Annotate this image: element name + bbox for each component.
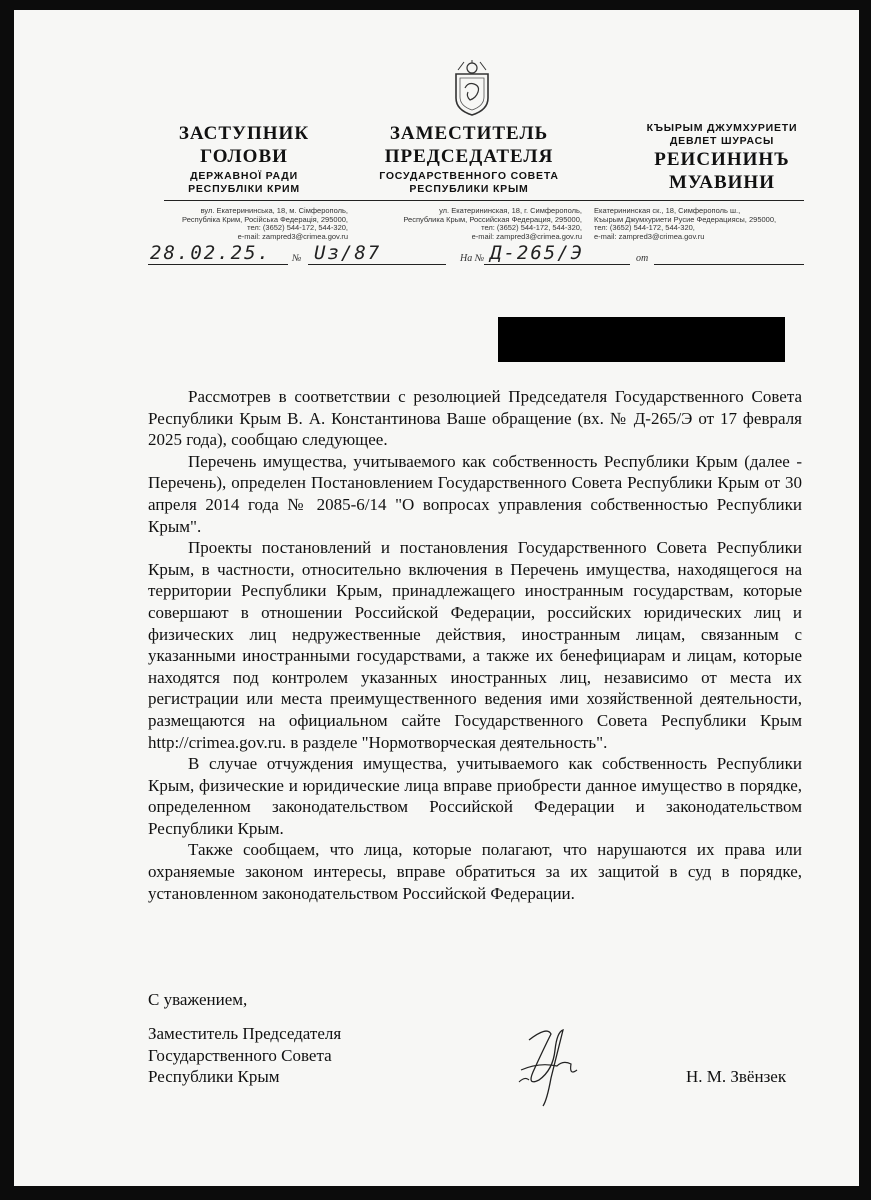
address-ru-line: ул. Екатерининская, 18, г. Симферополь, [439,206,582,215]
address-ua-line: тел: (3652) 544-172, 544-320, [247,223,348,233]
address-ct-line: e-mail: zampred3@crimea.gov.ru [594,231,705,241]
address-ru-line: e-mail: zampred3@crimea.gov.ru [471,231,582,241]
subheading-ru-line2: РЕСПУБЛИКИ КРЫМ [409,183,529,195]
subheading-ua-line1: ДЕРЖАВНОЇ РАДИ [190,170,298,182]
heading-ua-line2: ГОЛОВИ [200,146,288,167]
address-ua-line: e-mail: zampred3@crimea.gov.ru [237,231,348,241]
body-paragraph: В случае отчуждения имущества, учитываемого как собственность Республики Крым, физические и юридические лица вправе приобрести данное имущество в порядке, определенном законодательством Российской Федерации и законодательством Республики Крым. [148,754,802,838]
address-ct [594,207,794,241]
outgoing-date: 28.02.25. [150,242,271,264]
body-paragraph: Перечень имущества, учитываемого как собственность Республики Крым (далее - Перечень), определен Постановлением Государственного Совета Республики Крым от 30 апреля 2014 года № 2085-6/14 "О вопросах управления собственностью Республики Крым". [148,451,802,536]
letterhead-crimean-tatar [602,122,842,194]
redacted-addressee [498,317,785,362]
coat-of-arms-icon [450,58,494,116]
reference-underline [484,264,630,265]
address-ua-line: Республіка Крим, Російська Федерація, 295000, [182,214,348,224]
closing-greeting: С уважением, [148,990,248,1009]
subheading-ct-line2: ДЕВЛЕТ ШУРАСЫ [669,135,775,147]
handwritten-signature [499,1020,599,1110]
from-label: от [636,253,649,264]
heading-ua-line1: ЗАСТУПНИК [178,123,310,144]
address-ct-line: тел: (3652) 544-172, 544-320, [594,223,695,233]
subheading-ru-line1: ГОСУДАРСТВЕННОГО СОВЕТА [379,170,559,182]
signatory-position [148,1023,341,1088]
body-paragraph: Также сообщаем, что лица, которые полагают, что нарушаются их права или охраняемые законом интересы, вправе обратиться за их защитой в суд в порядке, установленном законодательством Российской Федерации. [148,840,802,903]
letterhead-russian [354,122,584,196]
address-ct-line: Къырым Джумхуриети Русие Федерациясы, 295000, [594,214,777,224]
reference-number: Д-265/Э [490,242,585,264]
body-paragraph: Рассмотрев в соответствии с резолюцией Председателя Государственного Совета Республики Крым В. А. Константинова Ваше обращение (вх. № Д-265/Э от 17 февраля 2025 года), сообщаю следующее. [148,387,802,450]
letterhead-divider [164,200,804,201]
address-ru [372,207,582,241]
position-line: Республики Крым [148,1067,280,1087]
letterhead-ukrainian [134,122,354,196]
outgoing-number: Uз/87 [314,242,382,264]
heading-ct-line2: МУАВИНИ [669,172,775,193]
subheading-ct-line1: КЪЫРЫМ ДЖУМХУРИЕТИ [646,122,798,134]
reference-label: На № [460,253,485,264]
heading-ct-line1: РЕИСИНИНЪ [654,149,790,170]
heading-ru-line2: ПРЕДСЕДАТЕЛЯ [384,146,554,167]
subheading-ua-line2: РЕСПУБЛІКИ КРИМ [188,183,300,195]
number-label: № [292,253,302,264]
heading-ru-line1: ЗАМЕСТИТЕЛЬ [389,123,549,144]
address-ru-line: Республика Крым, Российская Федерация, 295000, [403,214,582,224]
address-ua [148,207,348,241]
body-paragraph: Проекты постановлений и постановления Государственного Совета Республики Крым, в частности, относительно включения в Перечень имущества, находящегося на территории Республики Крым, принадлежащего иностранным государствам, которые совершают в отношении Российской Федерации, российских юридических лиц и физических лиц недружественные действия, иностранным лицам, связанным с указанными иностранными государствами, а также их бенефициарам и лицам, которые находятся под контролем указанных иностранных лиц, независимо от места их регистрации или места преимущественного ведения ими хозяйственной деятельности, размещаются на официальном сайте Государственного Совета Республики Крым http://crimea.gov.ru. в разделе "Нормотворческая деятельность". [148,538,802,752]
signer-name: Н. М. Звёнзек [686,1067,787,1086]
address-ct-line: Екатерининская ск., 18, Симферополь ш., [594,206,741,215]
from-underline [654,264,804,265]
letter-body [148,386,802,904]
position-line: Заместитель Председателя [148,1024,342,1043]
address-ua-line: вул. Екатерининська, 18, м. Сімферополь, [200,206,348,215]
letter-page [14,10,859,1186]
date-underline [148,264,288,265]
position-line: Государственного Совета [148,1045,332,1065]
address-ru-line: тел: (3652) 544-172, 544-320, [481,223,582,233]
number-underline [308,264,446,265]
